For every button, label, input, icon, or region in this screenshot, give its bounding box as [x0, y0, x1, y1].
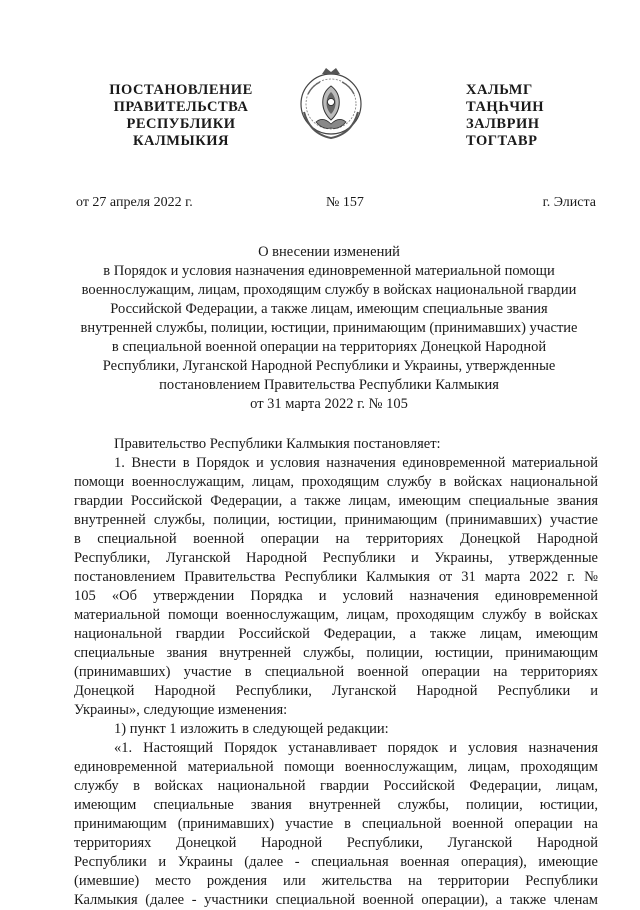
title-line: Российской Федерации, а также лицам, имеющим специальные звания	[110, 301, 548, 317]
body-line: национальной гвардии Российской Федерации, а также лицам, имеющим	[74, 626, 598, 642]
header-left-line: ПОСТАНОВЛЕНИЕ	[109, 82, 253, 98]
header-right-line: ХАЛЬМГ	[466, 82, 533, 98]
body-line: Донецкой Народной Республики, Луганской Народной Республики и	[74, 683, 598, 699]
body-line: внутренней службы, полиции, юстиции, принимающим (принимавших) участие	[74, 512, 598, 528]
body-line: имеющим специальные звания внутренней службы, полиции, юстиции,	[74, 797, 598, 813]
header-right-line: ТАҢҺЧИН	[466, 99, 545, 115]
header-left-line: КАЛМЫКИЯ	[133, 133, 229, 149]
body-line: принимающим (принимавших) участие в специальной военной операции на	[74, 816, 598, 832]
body-line: Республики, Луганской Народной Республики и Украины, утвержденные	[74, 550, 598, 566]
body-line: специальные звания внутренней службы, полиции, юстиции, принимающим	[74, 645, 598, 661]
body-line: постановлением Правительства Республики Калмыкия от 31 марта 2022 г. №	[74, 569, 598, 585]
title-line: Республики, Луганской Народной Республики и Украины, утвержденные	[102, 358, 556, 374]
body-line: 105 «Об утверждении Порядка и условий назначения единовременной	[74, 588, 598, 604]
document-city: г. Элиста	[542, 195, 596, 210]
document-date: от 27 апреля 2022 г.	[76, 195, 193, 210]
body-line: гвардии Российской Федерации, а также лицам, имеющим специальные звания	[74, 493, 598, 509]
item-1-paragraph	[74, 454, 598, 720]
header-russian	[96, 82, 266, 150]
header-left-line: РЕСПУБЛИКИ	[126, 116, 236, 132]
title-line: внутренней службы, полиции, юстиции, принимающим (принимавших) участие	[80, 320, 578, 336]
header-left-line: ПРАВИТЕЛЬСТВА	[113, 99, 249, 115]
body-line: службу в войсках национальной гвардии Российской Федерации, лицам,	[74, 778, 598, 794]
title-line: в Порядок и условия назначения единовременной материальной помощи	[103, 263, 555, 279]
title-line: О внесении изменений	[258, 244, 400, 260]
body-line: территориях Донецкой Народной Республики, Луганской Народной	[74, 835, 598, 851]
body-line: Республики и Украины (далее - специальная военная операция), имеющие	[74, 854, 598, 870]
document-title	[60, 243, 598, 414]
body-line: помощи военнослужащим, лицам, проходящим службу в войсках национальной	[74, 474, 598, 490]
body-line: Калмыкия (далее - участники специальной военной операции), а также членам	[74, 892, 598, 908]
document-number: № 157	[326, 195, 364, 210]
title-line: постановлением Правительства Республики Калмыкия	[159, 377, 499, 393]
title-line: военнослужащим, лицам, проходящим службу в войсках национальной гвардии	[81, 282, 577, 298]
intro-paragraph: Правительство Республики Калмыкия постановляет:	[114, 436, 441, 452]
kalmykia-coat-of-arms-icon	[298, 64, 364, 144]
body-line: единовременной материальной помощи военнослужащим, лицам, проходящим	[74, 759, 598, 775]
body-line: (имевшие) место рождения или жительства на территории Республики	[74, 873, 598, 889]
title-line: от 31 марта 2022 г. № 105	[250, 396, 408, 412]
document-body	[74, 435, 598, 910]
quote-paragraph	[74, 739, 598, 910]
header-right-line: ЗАЛВРИН	[466, 116, 540, 132]
body-line: в специальной военной операции на территориях Донецкой Народной	[74, 531, 598, 547]
body-line: (принимавших) участие в специальной военной операции на территориях	[74, 664, 598, 680]
header-kalmyk	[466, 82, 576, 150]
body-line: 1. Внести в Порядок и условия назначения единовременной материальной	[114, 455, 598, 471]
title-line: в специальной военной операции на территориях Донецкой Народной	[111, 339, 547, 355]
subitem-1-paragraph: 1) пункт 1 изложить в следующей редакции:	[114, 721, 389, 737]
header-right-line: ТОГТАВР	[466, 133, 538, 149]
body-line: Украины», следующие изменения:	[74, 702, 288, 718]
body-line: «1. Настоящий Порядок устанавливает порядок и условия назначения	[114, 740, 598, 756]
body-line: материальной помощи военнослужащим, лицам, проходящим службу в войсках	[74, 607, 598, 623]
